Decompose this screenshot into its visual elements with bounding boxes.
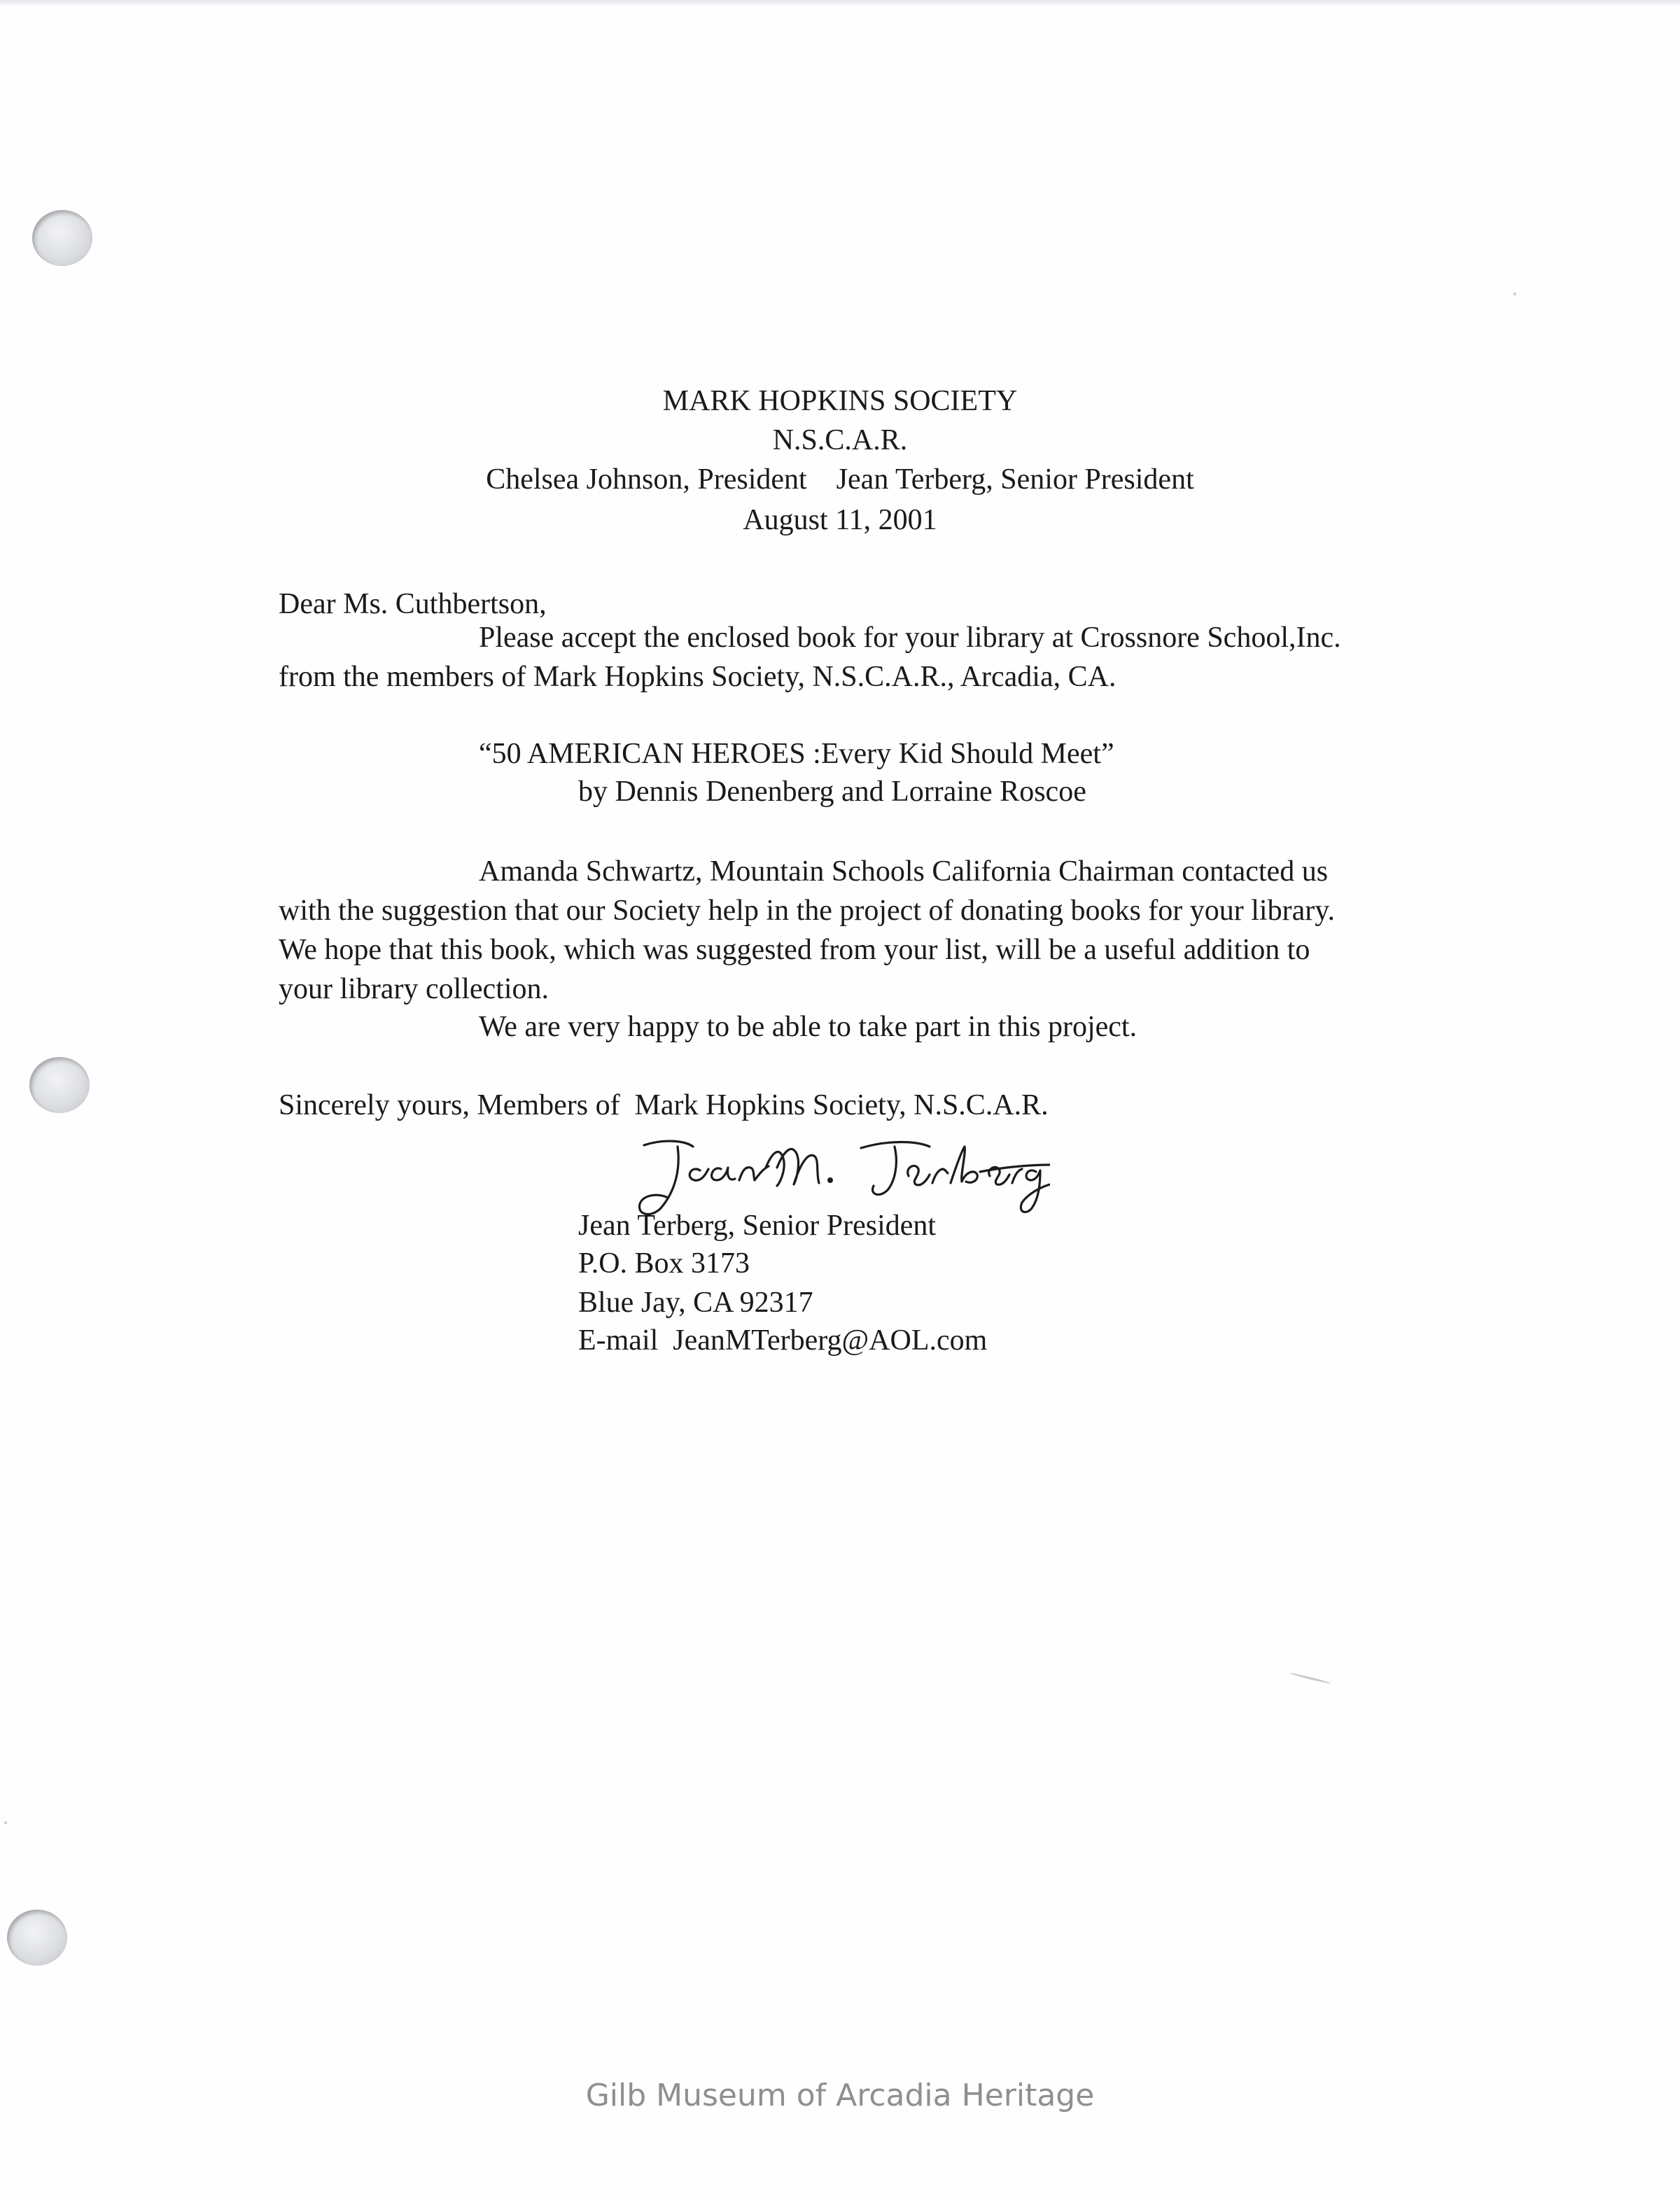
signer-name-title: Jean Terberg, Senior President [578,1210,937,1242]
book-title: “50 AMERICAN HEROES :Every Kid Should Meet” [479,738,1114,770]
paragraph2-line1: Amanda Schwartz, Mountain Schools California Chairman contacted us [479,855,1329,888]
punch-hole-top [32,210,92,266]
valediction: Sincerely yours, Members of Mark Hopkins Society, N.S.C.A.R. [279,1089,1049,1121]
paragraph2-line2: with the suggestion that our Society help in the project of donating books for your library. [279,895,1335,927]
paper-speck [1513,293,1516,295]
museum-watermark: Gilb Museum of Arcadia Heritage [585,2078,1095,2113]
officers-line: Chelsea Johnson, President Jean Terberg, Senior President [486,463,1194,496]
punch-hole-middle [29,1057,90,1113]
letter-date: August 11, 2001 [743,504,937,536]
paper-mark [1290,1672,1331,1684]
organization-name: MARK HOPKINS SOCIETY [662,385,1018,417]
paper-speck [4,1821,7,1824]
page-top-edge [0,0,1680,7]
paragraph2-line3: We hope that this book, which was suggested from your list, will be a useful addition to [279,934,1310,966]
paragraph1-line2: from the members of Mark Hopkins Society, N.S.C.A.R., Arcadia, CA. [279,661,1116,693]
organization-abbreviation: N.S.C.A.R. [772,424,908,456]
paragraph2-line4: your library collection. [279,973,550,1005]
salutation: Dear Ms. Cuthbertson, [279,588,547,620]
email-line: E-mail JeanMTerberg@AOL.com [578,1324,988,1357]
punch-hole-bottom [7,1910,67,1966]
address-line2: Blue Jay, CA 92317 [578,1287,813,1319]
address-line1: P.O. Box 3173 [578,1247,750,1280]
paragraph3: We are very happy to be able to take part in this project. [479,1011,1138,1043]
book-authors: by Dennis Denenberg and Lorraine Roscoe [578,776,1086,808]
paragraph1-line1: Please accept the enclosed book for your library at Crossnore School,Inc. [479,622,1341,654]
